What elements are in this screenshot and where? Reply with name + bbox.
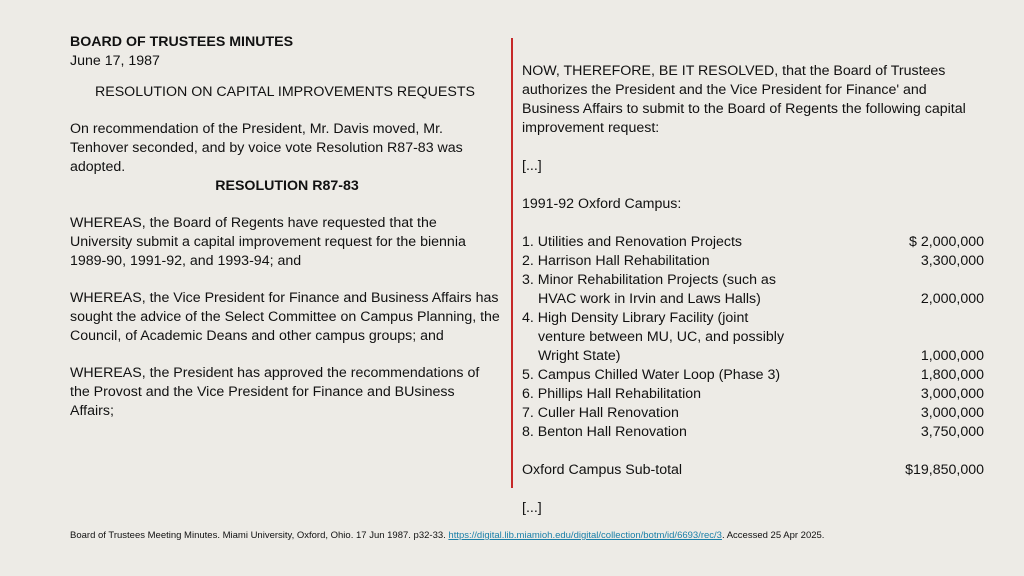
request-item-text — [522, 309, 921, 366]
ellipsis-top: [...] — [522, 158, 542, 174]
request-item-line: 3. Minor Rehabilitation Projects (such as — [522, 272, 776, 288]
ellipsis-bottom: [...] — [522, 500, 542, 516]
request-item — [522, 404, 984, 423]
citation-link[interactable]: https://digital.lib.miamioh.edu/digital/collection/botm/id/6693/rec/3 — [448, 530, 722, 541]
whereas-paragraph-1: WHEREAS, the Board of Regents have requested that the University submit a capital improvement request for the biennia 1989-90, 1991-92, and 1993-94; and — [70, 215, 466, 269]
request-item — [522, 271, 984, 309]
request-item-line: HVAC work in Irvin and Laws Halls) — [538, 291, 761, 307]
request-item-text — [522, 404, 921, 423]
resolved-paragraph: NOW, THEREFORE, BE IT RESOLVED, that the Board of Trustees authorizes the President and the Vice President for Finance' and Business Affairs to submit to the Board of Regents the following capital improvement request: — [522, 63, 966, 136]
request-item-line: venture between MU, UC, and possibly — [538, 329, 785, 345]
subtotal-amount: $19,850,000 — [905, 462, 984, 478]
request-list — [522, 233, 984, 442]
request-item-text — [522, 423, 921, 442]
request-item-amount: 1,000,000 — [920, 348, 984, 364]
citation-prefix: Board of Trustees Meeting Minutes. Miami University, Oxford, Ohio. 17 Jun 1987. p32-33. — [70, 530, 449, 541]
request-item-text — [522, 271, 921, 309]
request-item-text — [522, 233, 909, 252]
subtotal-row — [522, 461, 984, 480]
request-item-line: 6. Phillips Hall Rehabilitation — [522, 386, 702, 402]
citation-suffix: . Accessed 25 Apr 2025. — [721, 530, 825, 541]
request-item — [522, 252, 984, 271]
request-item-line: 7. Culler Hall Renovation — [522, 405, 679, 421]
request-item-amount: 2,000,000 — [920, 291, 984, 307]
request-item-amount: 3,000,000 — [920, 386, 984, 402]
subtotal-label: Oxford Campus Sub-total — [522, 462, 683, 478]
request-item — [522, 366, 984, 385]
request-item-amount: 3,300,000 — [920, 253, 984, 269]
request-item-text — [522, 385, 921, 404]
whereas-paragraph-3: WHEREAS, the President has approved the recommendations of the Provost and the Vice President for Finance and BUsiness Affairs; — [70, 365, 480, 419]
resolution-heading: RESOLUTION ON CAPITAL IMPROVEMENTS REQUESTS — [95, 84, 475, 100]
left-column — [70, 33, 500, 421]
request-item-amount: 3,000,000 — [920, 405, 984, 421]
request-item — [522, 423, 984, 442]
request-item — [522, 233, 984, 252]
resolution-number: RESOLUTION R87-83 — [215, 178, 359, 194]
request-item-line: Wright State) — [538, 348, 621, 364]
request-item-amount: 1,800,000 — [920, 367, 984, 383]
request-item-text — [522, 366, 921, 385]
request-item-line: 2. Harrison Hall Rehabilitation — [522, 253, 710, 269]
right-column — [522, 62, 984, 518]
request-item-amount: $ 2,000,000 — [909, 234, 984, 250]
request-item-line: 8. Benton Hall Renovation — [522, 424, 687, 440]
request-item-amount: 3,750,000 — [920, 424, 984, 440]
document-title: BOARD OF TRUSTEES MINUTES — [70, 34, 294, 50]
request-item-line: 5. Campus Chilled Water Loop (Phase 3) — [522, 367, 781, 383]
whereas-paragraph-2: WHEREAS, the Vice President for Finance and Business Affairs has sought the advice of the Select Committee on Campus Planning, the Council, of Academic Deans and other campus groups; and — [70, 290, 500, 344]
citation-footer — [70, 530, 1000, 542]
request-item — [522, 385, 984, 404]
column-divider — [511, 38, 513, 488]
request-item-line: 1. Utilities and Renovation Projects — [522, 234, 743, 250]
request-item-line: 4. High Density Library Facility (joint — [522, 310, 749, 326]
intro-paragraph: On recommendation of the President, Mr. Davis moved, Mr. Tenhover seconded, and by voice vote Resolution R87-83 was adopted. — [70, 121, 463, 175]
document-date: June 17, 1987 — [70, 53, 160, 69]
request-item-text — [522, 252, 921, 271]
request-item — [522, 309, 984, 366]
campus-heading: 1991-92 Oxford Campus: — [522, 196, 682, 212]
